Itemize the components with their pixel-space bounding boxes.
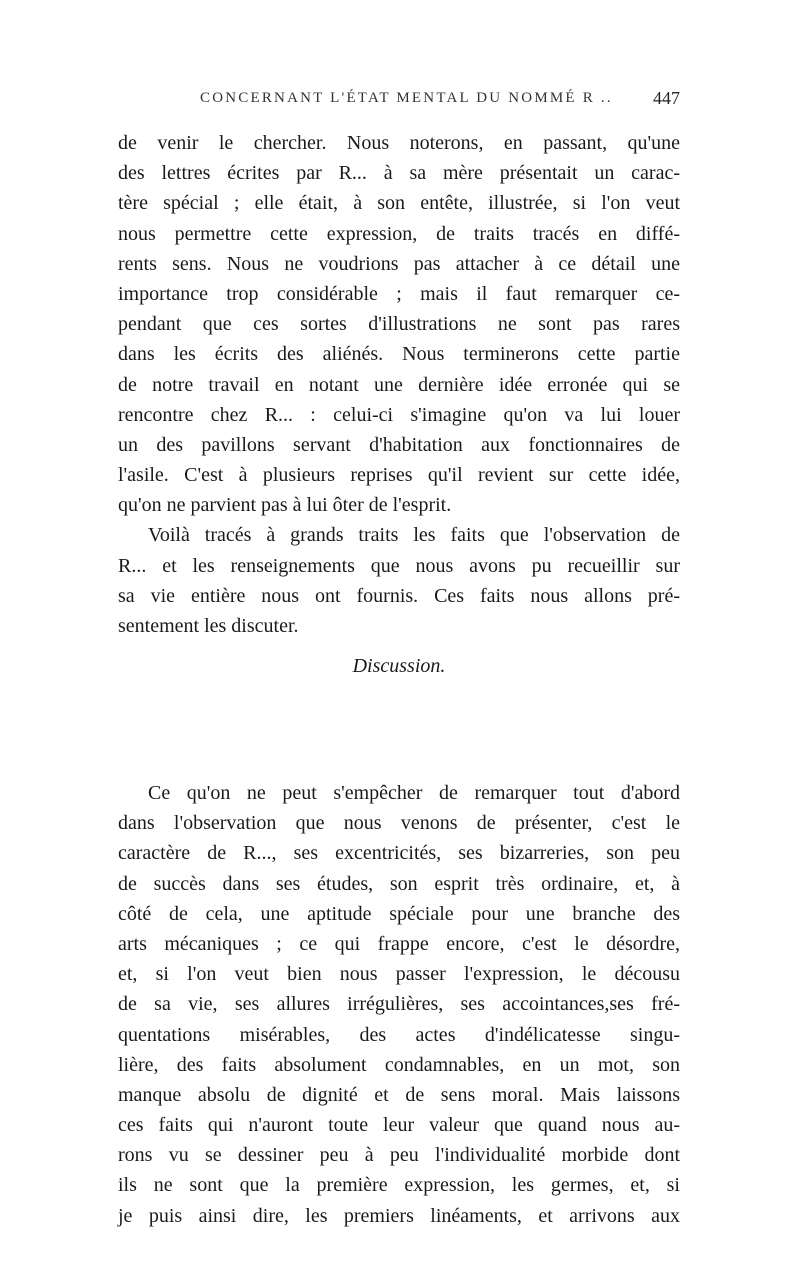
text-line: quentations misérables, des actes d'indélicatesse singu- xyxy=(118,1023,680,1046)
text-line: sa vie entière nous ont fournis. Ces faits nous allons pré- xyxy=(118,584,680,607)
running-head xyxy=(118,88,680,116)
text-line: un des pavillons servant d'habitation aux fonctionnaires de xyxy=(118,433,680,456)
text-line: Voilà tracés à grands traits les faits que l'observation de xyxy=(148,524,680,547)
text-line: lière, des faits absolument condamnables, en un mot, son xyxy=(118,1053,680,1076)
text-line: de sa vie, ses allures irrégulières, ses accointances,ses fré- xyxy=(118,993,680,1016)
text-line: dans l'observation que nous venons de présenter, c'est le xyxy=(118,812,680,835)
running-title: CONCERNANT L'ÉTAT MENTAL DU NOMMÉ R .. xyxy=(200,90,613,106)
text-line: Ce qu'on ne peut s'empêcher de remarquer tout d'abord xyxy=(148,782,680,804)
paragraph-block-2 xyxy=(118,778,680,1231)
text-line: rencontre chez R... : celui-ci s'imagine qu'on va lui louer xyxy=(118,403,680,426)
text-line: pendant que ces sortes d'illustrations ne sont pas rares xyxy=(118,313,680,336)
text-line: de venir le chercher. Nous noterons, en passant, qu'une xyxy=(118,132,680,154)
text-line: dans les écrits des aliénés. Nous terminerons cette partie xyxy=(118,343,680,366)
text-line: et, si l'on veut bien nous passer l'expression, le décousu xyxy=(118,963,680,986)
section-heading: Discussion. xyxy=(352,655,446,677)
text-line: rons vu se dessiner peu à peu l'individualité morbide dont xyxy=(118,1144,680,1167)
text-line: tère spécial ; elle était, à son entête, illustrée, si l'on veut xyxy=(118,192,680,215)
text-line: arts mécaniques ; ce qui frappe encore, c'est le désordre, xyxy=(118,932,680,955)
text-line: des lettres écrites par R... à sa mère présentait un carac- xyxy=(118,162,680,185)
text-line: caractère de R..., ses excentricités, ses bizarreries, son peu xyxy=(118,842,680,865)
text-line: ils ne sont que la première expression, les germes, et, si xyxy=(118,1174,680,1197)
text-line: qu'on ne parvient pas à lui ôter de l'esprit. xyxy=(118,494,452,517)
text-line: R... et les renseignements que nous avons pu recueillir sur xyxy=(118,554,680,577)
text-line: importance trop considérable ; mais il faut remarquer ce- xyxy=(118,282,680,305)
text-line: je puis ainsi dire, les premiers linéaments, et arrivons aux xyxy=(118,1204,680,1227)
text-line: ces faits qui n'auront toute leur valeur que quand nous au- xyxy=(118,1114,680,1137)
text-line: nous permettre cette expression, de traits tracés en diffé- xyxy=(118,222,680,245)
text-line: côté de cela, une aptitude spéciale pour une branche des xyxy=(118,902,680,925)
paragraph-block-1 xyxy=(118,128,680,641)
text-line: sentement les discuter. xyxy=(118,615,299,637)
page-number: 447 xyxy=(653,88,680,108)
text-line: manque absolu de dignité et de sens moral. Mais laissons xyxy=(118,1083,680,1106)
text-line: rents sens. Nous ne voudrions pas attacher à ce détail une xyxy=(118,252,680,275)
text-line: de succès dans ses études, son esprit très ordinaire, et, à xyxy=(118,872,680,895)
text-line: de notre travail en notant une dernière idée erronée qui se xyxy=(118,373,680,396)
text-line: l'asile. C'est à plusieurs reprises qu'il revient sur cette idée, xyxy=(118,464,680,487)
